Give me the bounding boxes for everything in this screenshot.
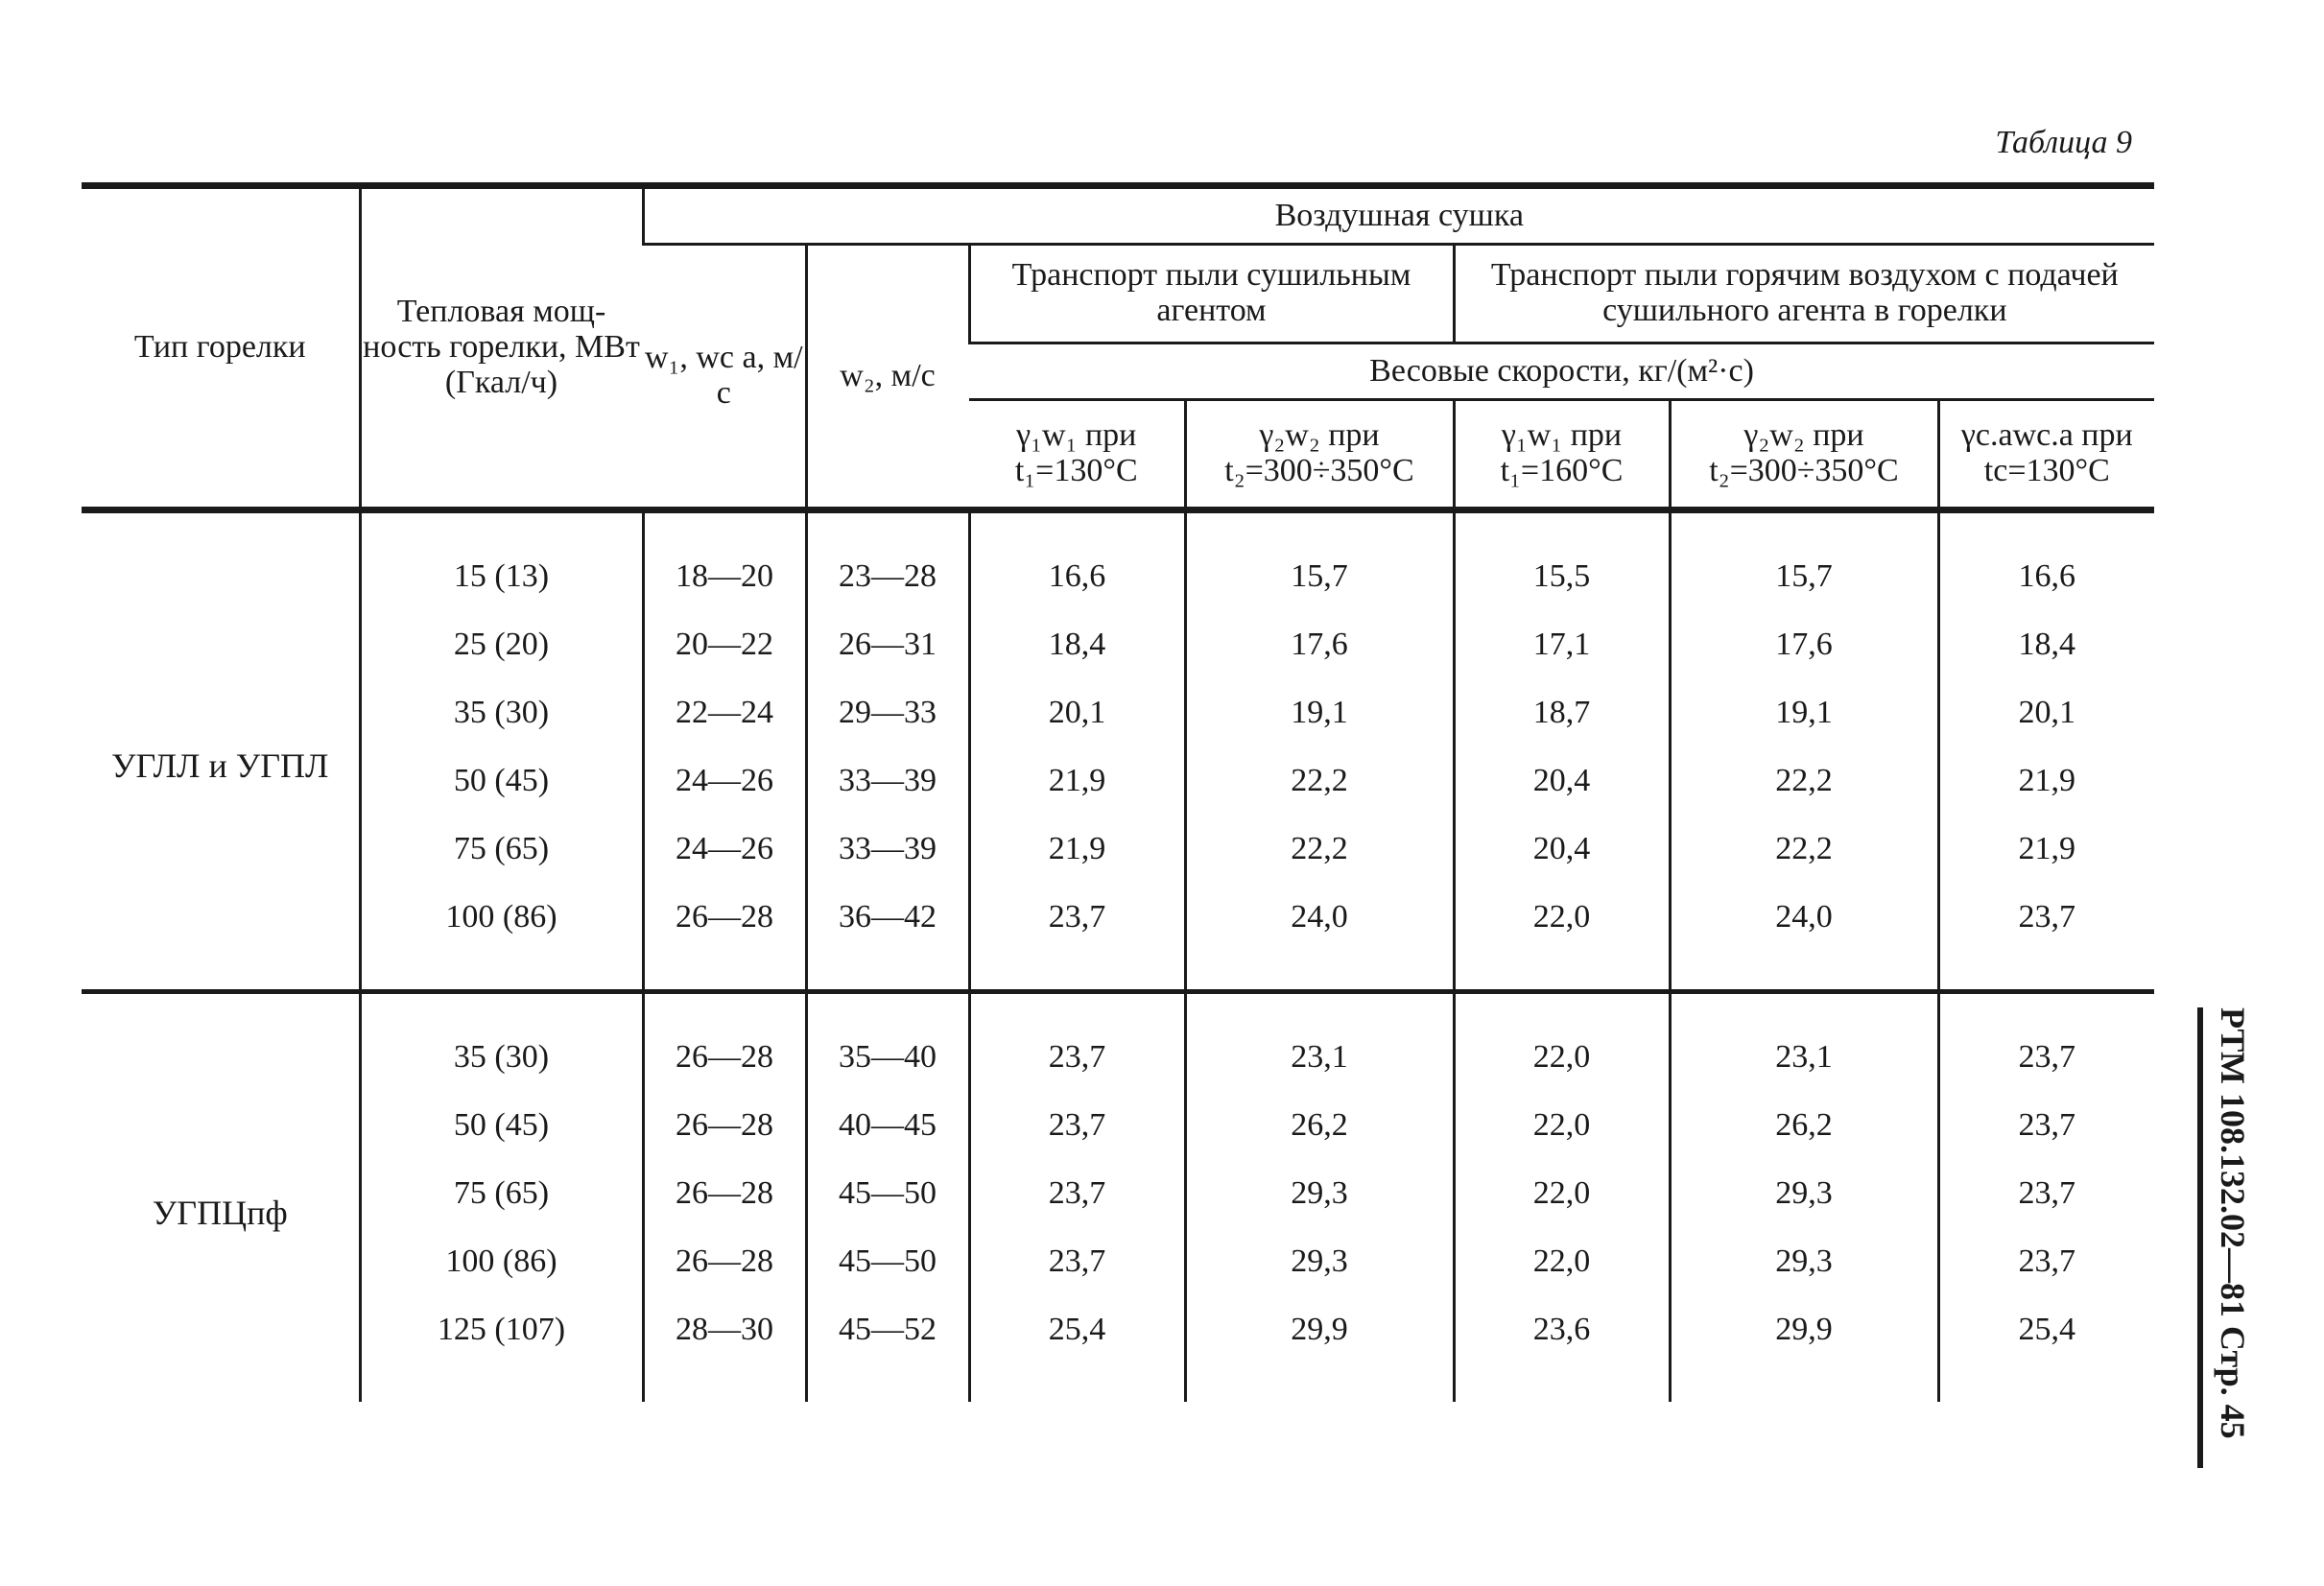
table-cell: 33—39 [806,815,969,883]
table-cell: 22,0 [1454,992,1670,1092]
table-cell: 22,2 [1670,746,1938,815]
header-w1: w₁, wс а, м/с [644,340,803,411]
table-cell: 19,1 [1670,678,1938,746]
table-cell: 26—28 [643,1091,806,1159]
table-cell: 35—40 [806,992,969,1092]
table-cell: 17,1 [1454,610,1670,678]
table-cell: 15,7 [1185,510,1454,611]
table-cell: 16,6 [1938,510,2154,611]
table-cell: 23,7 [1938,1091,2154,1159]
header-air-drying: Воздушная сушка [643,186,2154,245]
table-cell: 26—28 [643,992,806,1092]
table-cell: 22,2 [1185,746,1454,815]
burner-type-cell: УГПЦпф [152,1193,288,1232]
table-cell: 25 (20) [360,610,643,678]
table-cell: 21,9 [969,815,1185,883]
table-cell: 18,4 [969,610,1185,678]
table-row [82,1295,2154,1402]
table-cell: 50 (45) [360,746,643,815]
table-cell: 22,2 [1670,815,1938,883]
table-cell: 29,3 [1670,1227,1938,1295]
table-cell: 22,0 [1454,1091,1670,1159]
table-row [82,1159,2154,1227]
table-cell: 17,6 [1185,610,1454,678]
table-row [82,746,2154,815]
table-cell: 23,6 [1454,1295,1670,1402]
table-cell: 35 (30) [360,992,643,1092]
table-cell: 29,9 [1670,1295,1938,1402]
table-cell: 29,3 [1185,1227,1454,1295]
table-cell: 16,6 [969,510,1185,611]
table-cell: 26,2 [1185,1091,1454,1159]
header-burner-type: Тип горелки [82,186,360,510]
table-cell: 18,4 [1938,610,2154,678]
table-cell: 23,1 [1185,992,1454,1092]
table-cell: 23,7 [1938,1227,2154,1295]
table-cell: 24,0 [1670,883,1938,992]
table-row [82,1227,2154,1295]
header-col-c1: γ₁w₁ при t₁=130°C [1014,417,1138,488]
table-cell: 22—24 [643,678,806,746]
table-cell: 20,4 [1454,746,1670,815]
table-cell: 29,3 [1185,1159,1454,1227]
side-label-text: РТМ 108.132.02—81 Стр. 45 [2214,1007,2252,1439]
table-cell: 23,7 [969,883,1185,992]
table-row [82,610,2154,678]
table-cell: 24—26 [643,746,806,815]
table-cell: 22,0 [1454,883,1670,992]
table-cell: 23—28 [806,510,969,611]
table-cell: 23,7 [1938,883,2154,992]
table-cell: 125 (107) [360,1295,643,1402]
table-caption: Таблица 9 [1995,125,2132,160]
table-cell: 19,1 [1185,678,1454,746]
table-cell: 75 (65) [360,1159,643,1227]
table-cell: 21,9 [1938,815,2154,883]
table-cell: 20,1 [969,678,1185,746]
table-cell: 23,7 [1938,1159,2154,1227]
table-row [82,883,2154,992]
table-cell: 36—42 [806,883,969,992]
table-cell: 75 (65) [360,815,643,883]
table-cell: 24,0 [1185,883,1454,992]
table-cell: 15,7 [1670,510,1938,611]
table-cell: 33—39 [806,746,969,815]
table-cell: 28—30 [643,1295,806,1402]
table-cell: 29,3 [1670,1159,1938,1227]
header-col-c2: γ₂w₂ при t₂=300÷350°C [1185,400,1454,510]
table-cell: 26—28 [643,883,806,992]
header-w2: w₂, м/с [806,245,969,510]
table-cell: 23,7 [969,1091,1185,1159]
header-col-c5: γс.аwс.а при tс=130°C [1938,400,2154,510]
header-transport-hot-air: Транспорт пыли горячим воздухом с подачей сушильного агента в горелки [1454,245,2154,343]
header-weight-speeds: Весовые скорости, кг/(м²·с) [969,343,2154,400]
table-cell: 23,7 [969,992,1185,1092]
table-cell: 24—26 [643,815,806,883]
table-row [82,815,2154,883]
table-cell: 18—20 [643,510,806,611]
table-cell: 26—31 [806,610,969,678]
header-thermal-power: Тепловая мощ-ность горелки, МВт (Гкал/ч) [360,186,643,510]
table-cell: 100 (86) [360,1227,643,1295]
table-cell: 23,7 [969,1227,1185,1295]
table-cell: 20,4 [1454,815,1670,883]
table-cell: 22,0 [1454,1159,1670,1227]
table-cell: 15 (13) [360,510,643,611]
table-cell: 26,2 [1670,1091,1938,1159]
table-cell: 29—33 [806,678,969,746]
burner-speed-table [82,182,2154,1402]
table-row [82,510,2154,611]
burner-type-cell: УГЛЛ и УГПЛ [111,746,329,785]
table-cell: 35 (30) [360,678,643,746]
document-side-label [2197,1007,2261,1468]
table-group-ugpc [82,992,2154,1403]
table-cell: 18,7 [1454,678,1670,746]
table-cell: 50 (45) [360,1091,643,1159]
table-cell: 23,7 [1938,992,2154,1092]
table-cell: 15,5 [1454,510,1670,611]
table-row [82,992,2154,1092]
data-table-container [82,182,2154,1402]
table-cell: 26—28 [643,1227,806,1295]
header-col-c3: γ₁w₁ при t₁=160°C [1454,400,1670,510]
table-cell: 45—52 [806,1295,969,1402]
table-row [82,678,2154,746]
table-cell: 20—22 [643,610,806,678]
header-transport-drying-agent: Транспорт пыли сушильным агентом [969,245,1454,343]
table-cell: 22,0 [1454,1227,1670,1295]
table-cell: 21,9 [969,746,1185,815]
table-row [82,1091,2154,1159]
table-cell: 20,1 [1938,678,2154,746]
table-cell: 23,7 [969,1159,1185,1227]
header-col-c4: γ₂w₂ при t₂=300÷350°C [1670,400,1938,510]
table-cell: 17,6 [1670,610,1938,678]
table-cell: 25,4 [969,1295,1185,1402]
table-cell: 45—50 [806,1159,969,1227]
table-header [82,186,2154,510]
table-cell: 40—45 [806,1091,969,1159]
table-cell: 23,1 [1670,992,1938,1092]
table-cell: 29,9 [1185,1295,1454,1402]
table-cell: 21,9 [1938,746,2154,815]
table-cell: 26—28 [643,1159,806,1227]
table-cell: 25,4 [1938,1295,2154,1402]
table-cell: 100 (86) [360,883,643,992]
table-group-uglp [82,510,2154,992]
table-cell: 22,2 [1185,815,1454,883]
table-cell: 45—50 [806,1227,969,1295]
